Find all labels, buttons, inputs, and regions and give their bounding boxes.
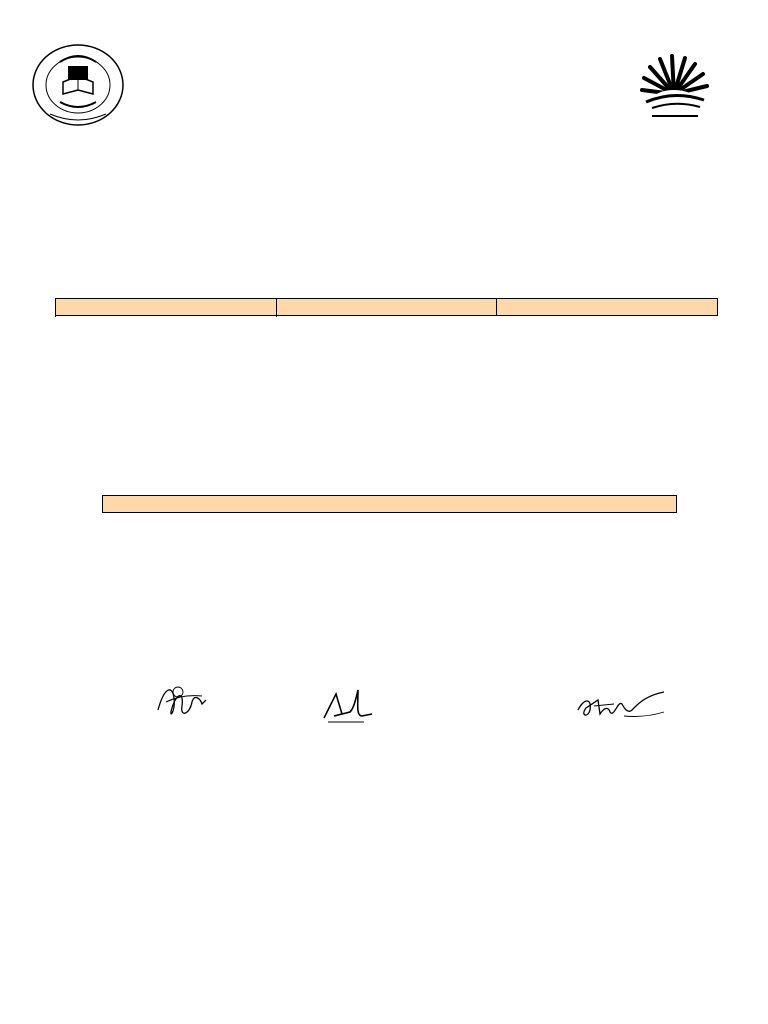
cosch-term-header	[103, 496, 677, 513]
term2-header	[497, 299, 718, 316]
coscholastic-table	[102, 495, 677, 513]
marks-term-header-row	[56, 299, 718, 316]
principal-signature	[574, 686, 672, 726]
exam-ic-signature	[320, 686, 374, 728]
class-teacher-signature	[152, 680, 212, 725]
scholastic-marks-table	[55, 298, 718, 316]
kv-emblem-logo	[30, 42, 126, 128]
term1-header	[276, 299, 497, 316]
subjects-header	[56, 299, 277, 316]
kvs-sun-logo	[632, 50, 716, 124]
